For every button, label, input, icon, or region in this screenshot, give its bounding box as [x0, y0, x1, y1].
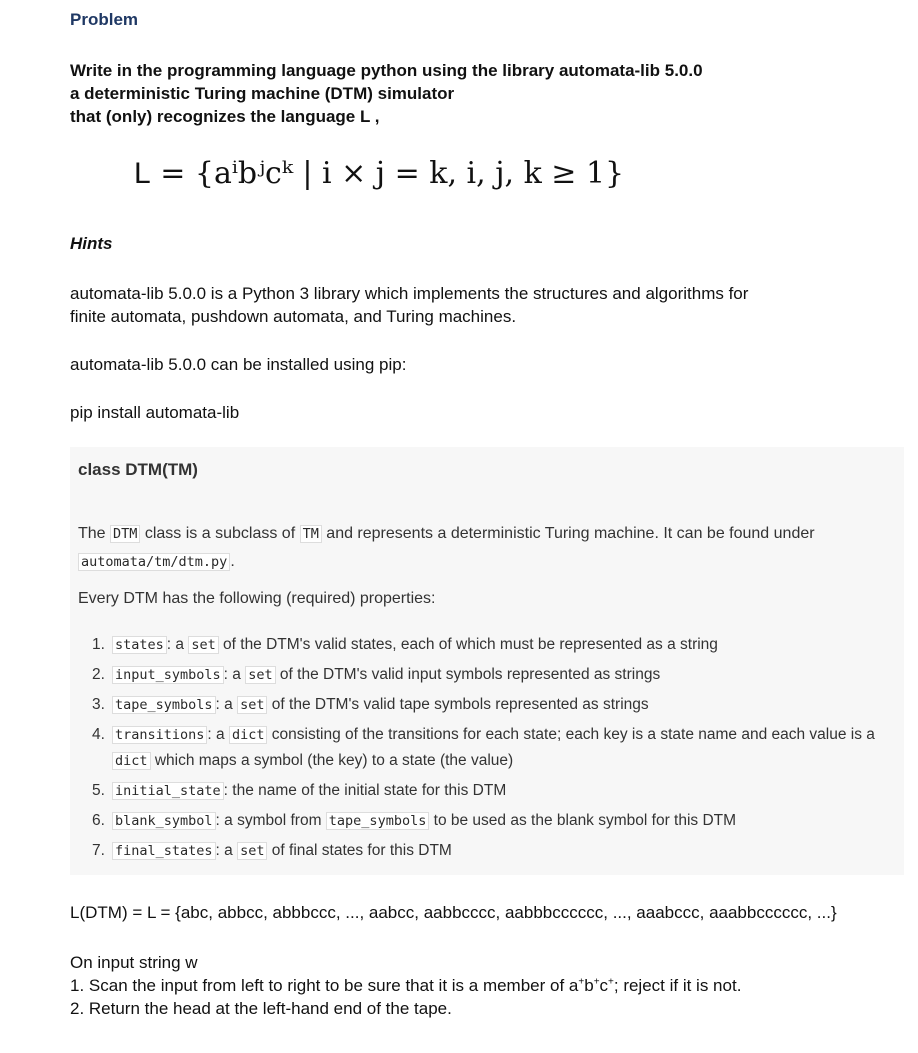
pip-install-command: pip install automata-lib [70, 403, 240, 422]
hints-paragraph-2: automata-lib 5.0.0 can be installed using pip: [70, 355, 407, 374]
item-text: of the DTM's valid input symbols represented as strings [275, 666, 661, 683]
list-item [92, 632, 875, 658]
item-text: : the name of the initial state for this DTM [223, 782, 507, 799]
item-text: of final states for this DTM [267, 842, 452, 859]
statement-line: that (only) recognizes the language L , [70, 107, 380, 126]
type-code: set [245, 666, 275, 684]
class-title: class DTM(TM) [78, 460, 198, 479]
list-item [92, 662, 875, 688]
language-example-line: L(DTM) = L = {abc, abbcc, abbbccc, ..., aabcc, aabbcccc, aabbbcccccc, ..., aaabccc, aaabbcccccc, ...} [70, 903, 837, 922]
step-text: ; reject if it is not. [613, 976, 742, 995]
desc-text: and represents a deterministic Turing machine. It can be found under [321, 525, 815, 542]
algorithm-step-2: 2. Return the head at the left-hand end of the tape. [70, 999, 452, 1018]
item-number: 5. [92, 782, 105, 799]
property-name: final_states [112, 842, 216, 860]
code-tm: TM [300, 525, 322, 543]
step-text: c [599, 976, 609, 995]
code-dtm: DTM [110, 525, 140, 543]
item-text: to be used as the blank symbol for this DTM [429, 812, 737, 829]
step-text: b [584, 976, 594, 995]
item-number: 3. [92, 696, 105, 713]
item-text: consisting of the transitions for each state; each key is a state name and each value is a [267, 726, 875, 743]
type-code: set [237, 842, 267, 860]
item-text: : a [166, 636, 189, 653]
property-name: blank_symbol [112, 812, 216, 830]
plus-superscript: + [593, 976, 600, 988]
type-code: dict [229, 726, 268, 744]
item-text: which maps a symbol (the key) to a state (the value) [150, 752, 514, 769]
code-file-path: automata/tm/dtm.py [78, 553, 230, 571]
list-item [92, 692, 875, 718]
property-name: initial_state [112, 782, 224, 800]
desc-text: class is a subclass of [140, 525, 300, 542]
type-code: tape_symbols [326, 812, 430, 830]
item-text: : a symbol from [215, 812, 326, 829]
type-code: set [188, 636, 218, 654]
item-text: : a [207, 726, 229, 743]
formula-lhs: L [134, 157, 151, 190]
property-name: input_symbols [112, 666, 224, 684]
item-text: of the DTM's valid states, each of which must be represented as a string [218, 636, 718, 653]
problem-heading: Problem [70, 10, 139, 29]
language-formula [134, 156, 624, 191]
item-text: : a [223, 666, 246, 683]
formula-rhs: = {aⁱbʲcᵏ | i × j = k, i, j, k ≥ 1} [160, 156, 625, 191]
item-number: 1. [92, 636, 105, 653]
statement-line: a deterministic Turing machine (DTM) simulator [70, 84, 455, 103]
list-item [92, 838, 875, 864]
desc-text: The [78, 525, 111, 542]
item-text: : a [215, 842, 238, 859]
algorithm-steps [70, 951, 741, 1020]
property-name: states [112, 636, 167, 654]
type-code: dict [112, 752, 151, 770]
class-description [78, 520, 815, 576]
statement-line: Write in the programming language python using the library automata-lib 5.0.0 [70, 61, 703, 80]
plus-superscript: + [578, 976, 585, 988]
property-name: tape_symbols [112, 696, 216, 714]
item-text: : a [215, 696, 238, 713]
hint-line: finite automata, pushdown automata, and Turing machines. [70, 307, 517, 326]
desc-text: . [230, 553, 235, 570]
list-item [92, 808, 875, 834]
hints-heading: Hints [70, 234, 113, 253]
list-item [92, 722, 875, 774]
list-item [92, 778, 875, 804]
item-number: 7. [92, 842, 105, 859]
problem-statement [70, 59, 703, 128]
algorithm-step-1 [70, 974, 741, 997]
hints-paragraph-1 [70, 282, 748, 328]
hint-line: automata-lib 5.0.0 is a Python 3 library which implements the structures and algorithms for [70, 284, 749, 303]
item-number: 6. [92, 812, 105, 829]
item-text: of the DTM's valid tape symbols represented as strings [267, 696, 649, 713]
properties-list [92, 632, 875, 868]
property-name: transitions [112, 726, 207, 744]
item-number: 2. [92, 666, 105, 683]
step-text: 1. Scan the input from left to right to be sure that it is a member of a [70, 976, 579, 995]
plus-superscript: + [608, 976, 614, 988]
type-code: set [237, 696, 267, 714]
properties-intro: Every DTM has the following (required) properties: [78, 590, 436, 607]
algorithm-intro: On input string w [70, 953, 198, 972]
item-number: 4. [92, 726, 105, 743]
